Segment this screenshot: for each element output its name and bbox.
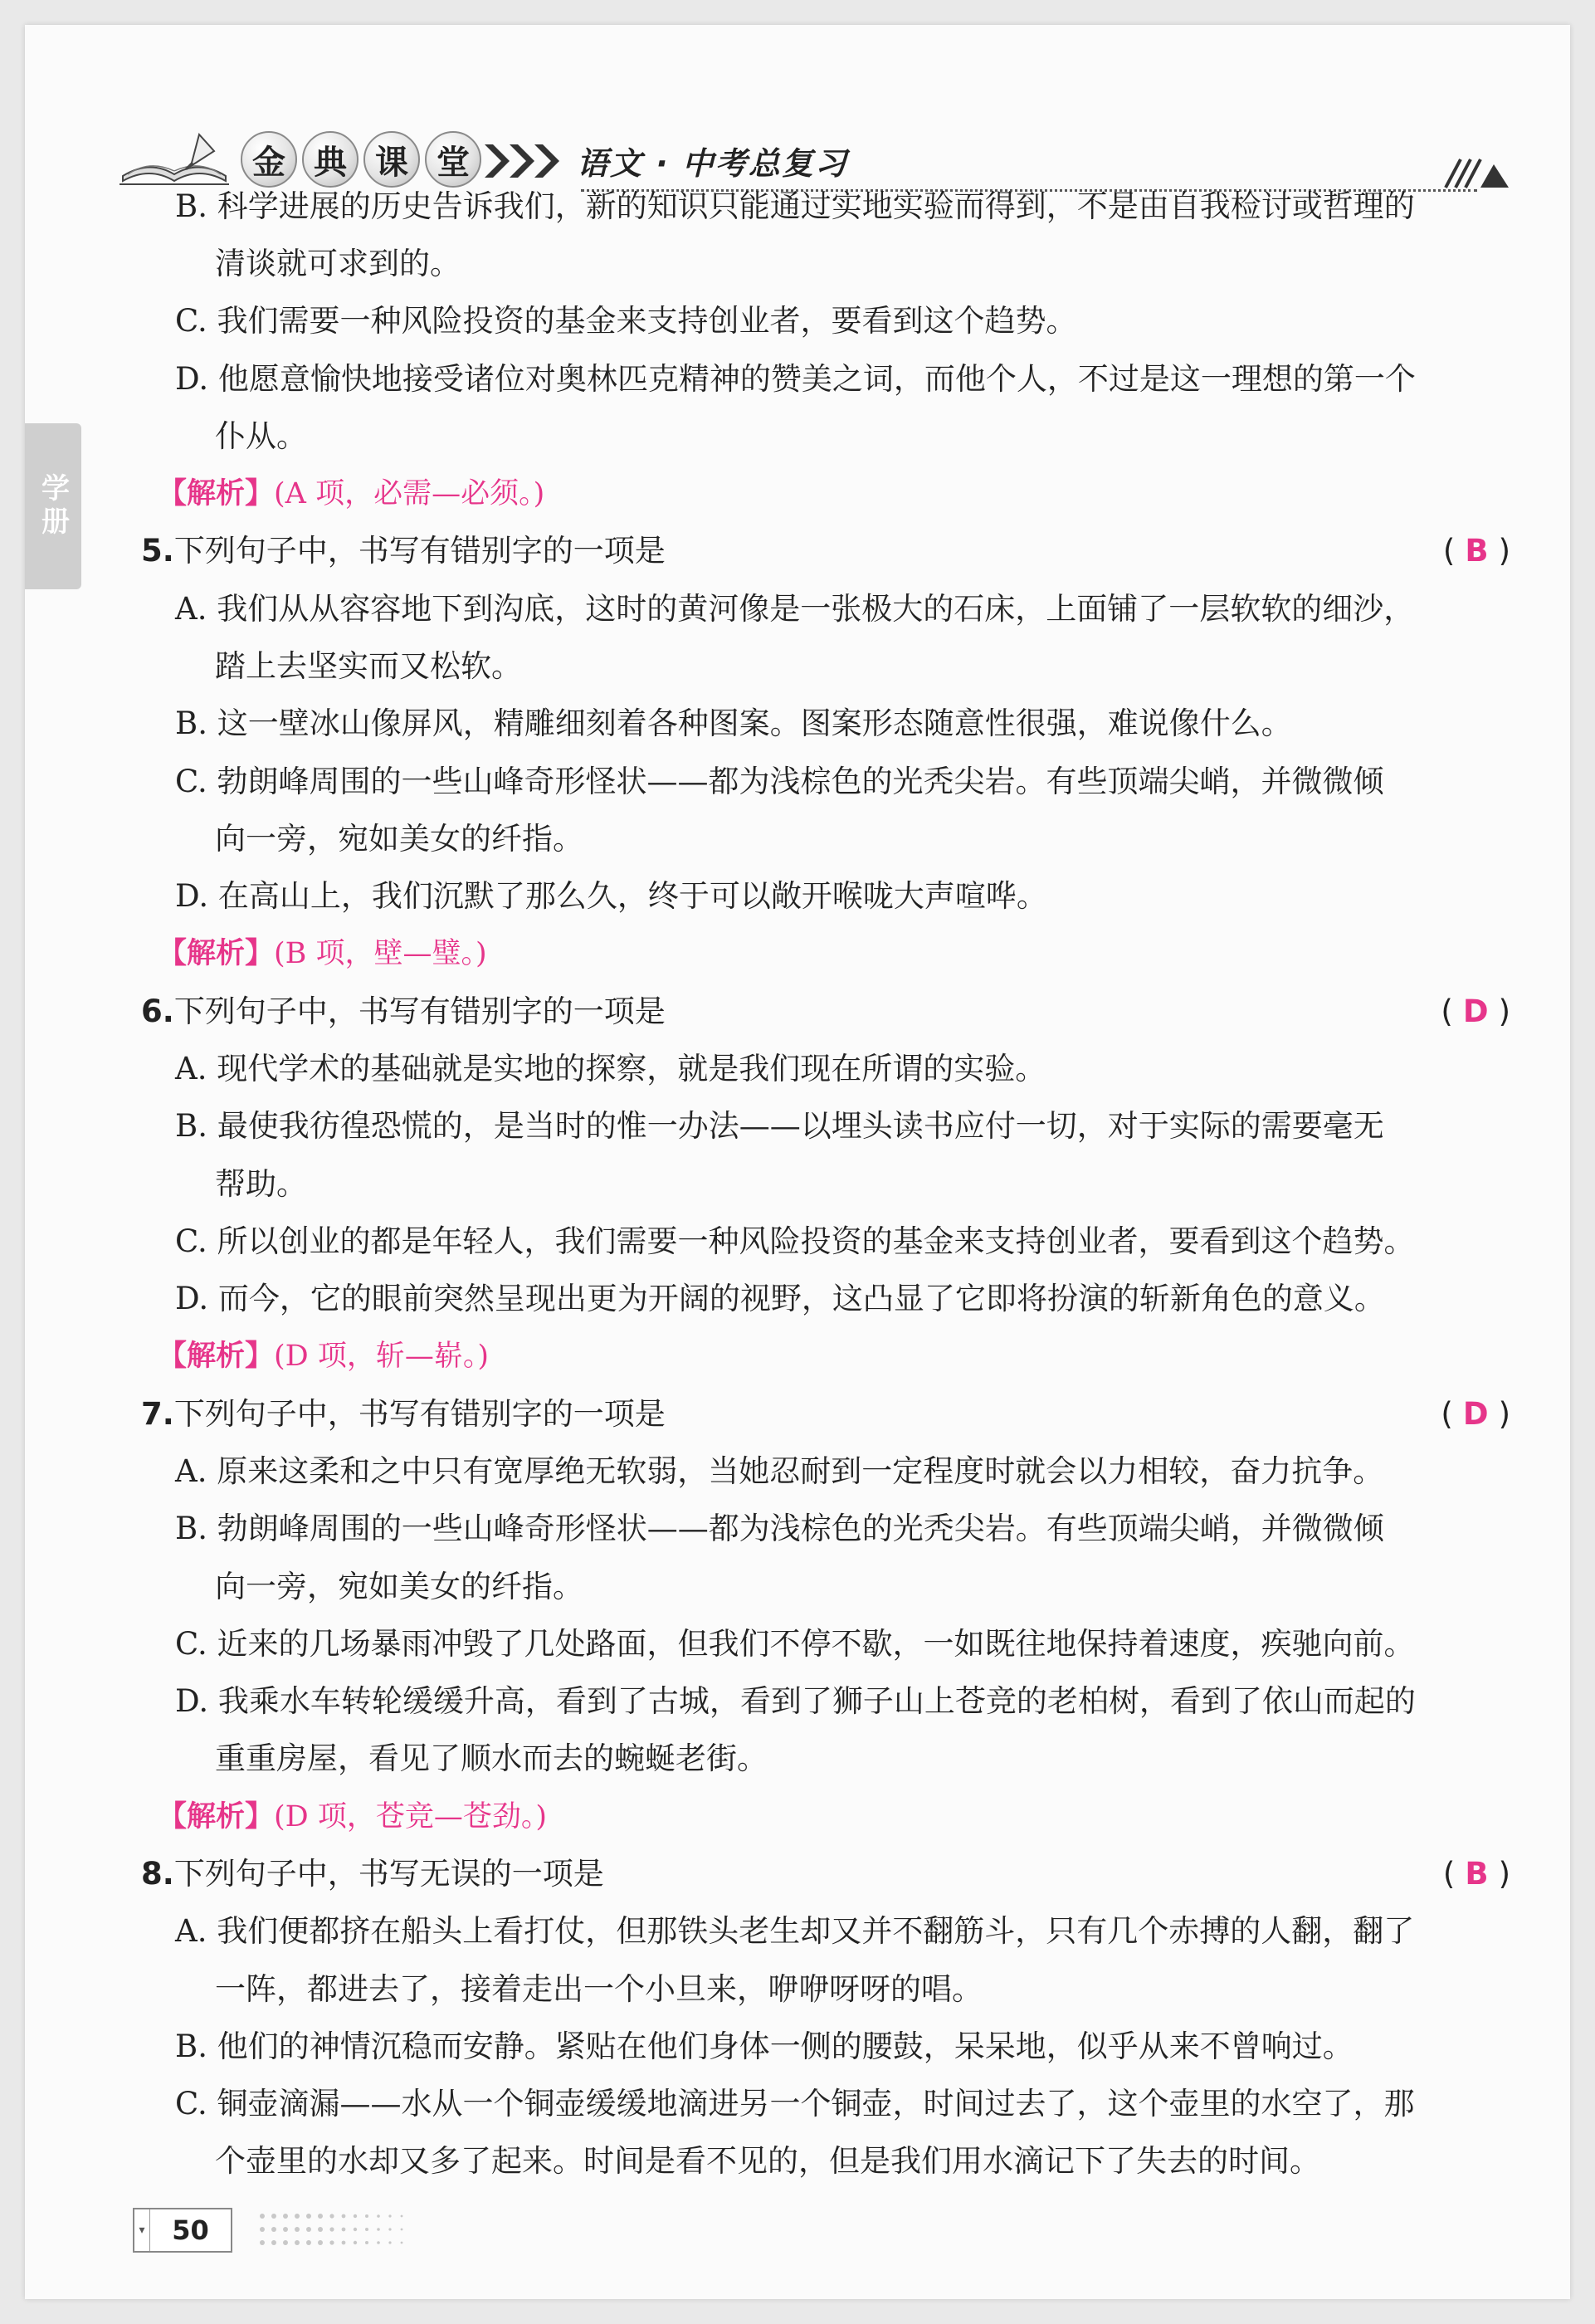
option-line: C. 勃朗峰周围的一些山峰奇形怪状——都为浅棕色的光秃尖岩。有些顶端尖峭，并微微倾 [175,764,1384,799]
analysis-line [158,1797,547,1837]
analysis-tag: 【解析】 [158,476,275,510]
option-continuation: 一阵，都进去了，接着走出一个小旦来，咿咿呀呀的唱。 [215,1971,983,2007]
option-line: D. 他愿意愉快地接受诸位对奥林匹克精神的赞美之词，而他个人，不过是这一理想的第一个 [175,361,1416,397]
question-stem [141,1394,1510,1434]
option-continuation: 踏上去坚实而又松软。 [215,648,522,684]
brand-char: 堂 [425,131,481,188]
answer-bracket: ( D ) [1441,1396,1510,1432]
question-number: 5. [141,533,174,569]
analysis-text: (D 项，斩—崭。) [274,1340,490,1373]
question-stem [141,992,1510,1032]
option-line: B. 科学进展的历史告诉我们，新的知识只能通过实地实验而得到，不是由自我检讨或哲理的 [175,188,1415,224]
question-text: 下列句子中，书写有错别字的一项是 [173,533,666,569]
option-line: D. 我乘水车转轮缓缓升高，看到了古城，看到了狮子山上苍竞的老柏树，看到了依山而起的 [175,1683,1416,1719]
page-number-box [133,2208,232,2253]
analysis-line [158,1336,489,1376]
question-text: 下列句子中，书写有错别字的一项是 [173,1396,666,1432]
option-line: B. 这一壁冰山像屏风，精雕细刻着各种图案。图案形态随意性很强，难说像什么。 [175,706,1292,741]
analysis-text: (B 项，壁—璧。) [274,937,487,970]
answer-bracket: ( B ) [1442,1856,1510,1892]
analysis-text: (A 项，必需—必须。) [274,477,545,510]
question-text: 下列句子中，书写无误的一项是 [173,1856,604,1892]
analysis-tag: 【解析】 [158,1339,275,1373]
option-continuation: 向一旁，宛如美女的纤指。 [215,1569,583,1604]
question-text: 下列句子中，书写有错别字的一项是 [173,994,666,1029]
option-line: C. 所以创业的都是年轻人，我们需要一种风险投资的基金来支持创业者，要看到这个趋势。 [175,1223,1415,1259]
option-line: C. 我们需要一种风险投资的基金来支持创业者，要看到这个趋势。 [175,303,1077,339]
dot-pattern-decoration [257,2209,440,2249]
answer-letter: D [1462,1396,1489,1432]
page [25,25,1570,2299]
analysis-tag: 【解析】 [158,1799,275,1833]
option-line: B. 勃朗峰周围的一些山峰奇形怪状——都为浅棕色的光秃尖岩。有些顶端尖峭，并微微倾 [175,1511,1384,1546]
answer-letter: B [1465,1856,1489,1892]
brand-char: 金 [241,131,297,188]
brand-char: 课 [363,131,420,188]
option-line: B. 最使我彷徨恐慌的，是当时的惟一办法——以埋头读书应付一切，对于实际的需要毫无 [175,1108,1384,1144]
analysis-line [158,934,487,974]
brand-char: 典 [302,131,359,188]
option-continuation: 清谈就可求到的。 [215,246,461,281]
answer-letter: B [1465,533,1489,569]
analysis-text: (D 项，苍竞—苍劲。) [274,1800,548,1833]
corner-mark-icon [1444,156,1510,189]
option-line: D. 而今，它的眼前突然呈现出更为开阔的视野，这凸显了它即将扮演的斩新角色的意义。 [175,1281,1385,1316]
option-continuation: 帮助。 [215,1166,307,1202]
option-line: B. 他们的神情沉稳而安静。紧贴在他们身体一侧的腰鼓，呆呆地，似乎从来不曾响过。 [175,2029,1354,2064]
option-continuation: 重重房屋，看见了顺水而去的蜿蜒老街。 [215,1741,768,1776]
option-line: A. 我们便都挤在船头上看打仗，但那铁头老生却又并不翻筋斗，只有几个赤搏的人翻，翻了 [175,1913,1415,1949]
question-number: 7. [141,1396,174,1432]
option-continuation: 个壶里的水却又多了起来。时间是看不见的，但是我们用水滴记下了失去的时间。 [215,2143,1320,2179]
option-line: D. 在高山上，我们沉默了那么久，终于可以敞开喉咙大声喧哗。 [175,878,1047,914]
option-continuation: 向一旁，宛如美女的纤指。 [215,821,583,857]
analysis-tag: 【解析】 [158,936,275,970]
question-stem [141,1854,1510,1894]
chevrons-icon [481,141,564,181]
option-line: C. 近来的几场暴雨冲毁了几处路面，但我们不停不歇，一如既往地保持着速度，疾驰向前。 [175,1626,1415,1662]
answer-bracket: ( B ) [1442,533,1510,569]
answer-bracket: ( D ) [1441,994,1510,1029]
question-number: 6. [141,994,174,1029]
analysis-line [158,474,544,514]
option-line: C. 铜壶滴漏——水从一个铜壶缓缓地滴进另一个铜壶，时间过去了，这个壶里的水空了，那 [175,2086,1415,2121]
option-line: A. 现代学术的基础就是实地的探察，就是我们现在所谓的实验。 [175,1051,1046,1086]
brand-title [241,131,481,188]
option-continuation: 仆从。 [215,418,307,454]
subject-title: 语文 · 中考总复习 [577,145,848,182]
open-book-icon [116,126,232,193]
page-marker-icon: ▾ [134,2209,150,2251]
page-number: 50 [172,2214,209,2246]
question-number: 8. [141,1856,174,1892]
question-stem [141,531,1510,571]
answer-letter: D [1462,994,1489,1029]
side-tab [25,423,81,589]
option-line: A. 原来这柔和之中只有宽厚绝无软弱，当她忍耐到一定程度时就会以力相较，奋力抗争。 [175,1453,1384,1489]
option-line: A. 我们从从容容地下到沟底，这时的黄河像是一张极大的石床，上面铺了一层软软的细沙， [175,591,1415,627]
side-tab-label: 学册 [36,473,70,540]
